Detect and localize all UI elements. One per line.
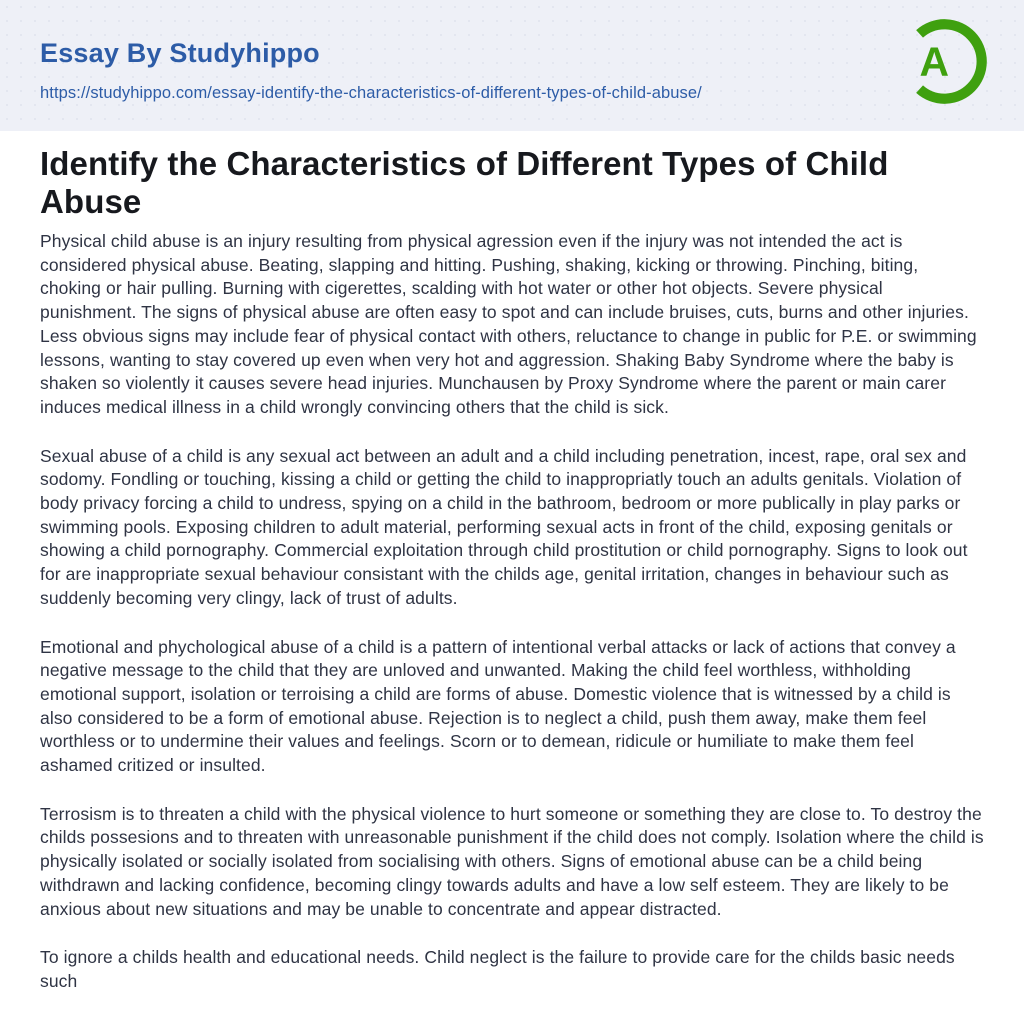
page-url-link[interactable]: https://studyhippo.com/essay-identify-the-characteristics-of-different-types-of-child-abuse/ — [40, 84, 702, 102]
essay-paragraph-emotional-abuse: Emotional and phychological abuse of a child is a pattern of intentional verbal attacks or lack of actions that convey a negative message to the child that they are unloved and unwanted. Making the child feel worthless, withholding emotional support, isolation or terroising a child are forms of abuse. Domestic violence that is witnessed by a child is also considered to be a form of emotional abuse. Rejection is to neglect a child, push them away, make them feel worthless or to undermine their values and feelings. Scorn or to demean, ridicule or humiliate to make them feel ashamed critized or insulted. — [40, 636, 956, 776]
essay-paragraph-terrorism-isolation: Terrosism is to threaten a child with the physical violence to hurt someone or something they are close to. To destroy the childs possesions and to threaten with unreasonable punishment if the child does not comply. Isolation where the child is physically isolated or socially isolated from socialising with others. Signs of emotional abuse can be a child being withdrawn and lacking confidence, becoming clingy towards adults and have a low self esteem. They are likely to be anxious about new situations and may be unable to concentrate and appear distracted. — [40, 803, 984, 919]
page-title: Identify the Characteristics of Different Types of Child Abuse — [40, 145, 889, 220]
header-text-block — [40, 38, 702, 103]
essay-paragraph-sexual-abuse: Sexual abuse of a child is any sexual act between an adult and a child including penetration, incest, rape, oral sex and sodomy. Fondling or touching, kissing a child or getting the child to inappropriatly touch an adults genitals. Violation of body privacy forcing a child to undress, spying on a child in the bathroom, bedroom or more publically in play parks or swimming pools. Exposing children to adult material, performing sexual acts in front of the child, exposing genitals or showing a child pornography. Commercial exploitation through child prostitution or child pornography. Signs to look out for are inappropriate sexual behaviour consistant with the childs age, genital irritation, changes in behaviour such as suddenly becoming very clingy, lack of trust of adults. — [40, 445, 968, 608]
site-header — [0, 0, 1024, 131]
essay-paragraph-neglect: To ignore a childs health and educational needs. Child neglect is the failure to provide care for the childs basic needs such — [40, 947, 955, 991]
essay-body — [40, 230, 984, 994]
brand-title: Essay By Studyhippo — [40, 38, 320, 68]
studyhippo-logo-icon — [898, 15, 991, 108]
studyhippo-logo — [898, 15, 991, 108]
essay-paragraph-physical-abuse: Physical child abuse is an injury resulting from physical agression even if the injury was not intended the act is considered physical abuse. Beating, slapping and hitting. Pushing, shaking, kicking or throwing. Pinching, biting, choking or hair pulling. Burning with cigerettes, scalding with hot water or other hot objects. Severe physical punishment. The signs of physical abuse are often easy to spot and can include bruises, cuts, burns and other injuries. Less obvious signs may include fear of physical contact with others, reluctance to change in public for P.E. or swimming lessons, wanting to stay covered up even when very hot and aggression. Shaking Baby Syndrome where the baby is shaken so violently it causes severe head injuries. Munchausen by Proxy Syndrome where the parent or main carer induces medical illness in a child wrongly convincing others that the child is sick. — [40, 231, 977, 417]
essay-content — [0, 131, 1024, 994]
logo-letter: A — [919, 38, 950, 85]
